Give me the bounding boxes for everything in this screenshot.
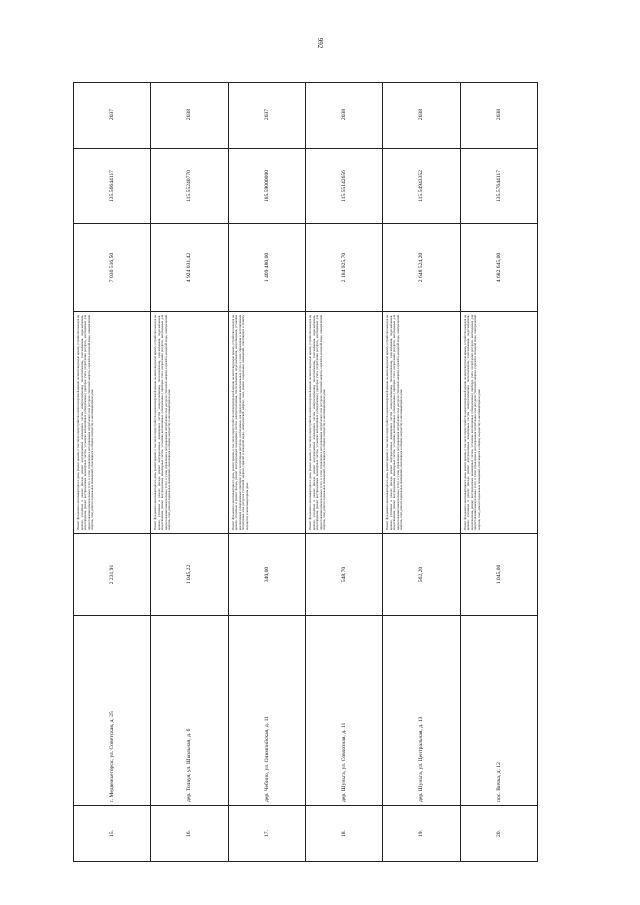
- code-cell: 115.55240770: [151, 148, 227, 223]
- table-row: [306, 83, 383, 861]
- address-cell: дер. Чебино, ул. Олимпийская, д. 11: [229, 615, 305, 805]
- table-row: [383, 83, 460, 861]
- code-cell: 115.54943352: [383, 148, 459, 223]
- year-cell: 2037: [109, 108, 116, 121]
- cost-cell: 7 030 516,50: [74, 223, 150, 311]
- table-container: [73, 82, 538, 862]
- address-cell: пос. Вичка, д. 12: [461, 615, 537, 805]
- address-cell: дер. Шуньга, ул. Совхозная, д. 11: [306, 615, 382, 805]
- address-cell: дер. Шуньга, ул. Центральная, д. 13: [383, 615, 459, 805]
- row-number: 18.: [306, 805, 382, 861]
- area-cell: 2 231,91: [74, 533, 150, 615]
- cost-cell: 2 648 524,20: [383, 223, 459, 311]
- works-cell: Ремонт фундамента многоквартирного дома, ремонт крыши, в том числе переустройство невентилируемой крыши на вентилируемую крышу, устройство выходов на кровлю, утепление и ремонт фасада, ремонт внутридомовых инженерных систем электроснабжения, теплоснабжения, водоснабжения, водоотведения, установка коллективных (общедомовых) приборов учета потребления ресурсов, необходимых для предоставления коммунальных услуг, и узлов управления и регулирования потребления этих ресурсов (тепловой энергии, горячей и холодной воды, электрической энергии, газа), ремонт подвальных помещений, относящихся к общему имуществу в многоквартирном доме: [229, 311, 305, 533]
- year-cell: 2038: [186, 108, 193, 121]
- area-cell: 562,20: [383, 533, 459, 615]
- cost-cell: 2 184 925,70: [306, 223, 382, 311]
- repair-program-table: [73, 82, 538, 862]
- row-number: 15.: [74, 805, 150, 861]
- address-cell: г. Медвежьегорск, ул. Советская, д. 25: [74, 615, 150, 805]
- year-cell: 2038: [495, 108, 502, 121]
- row-number: 20.: [461, 805, 537, 861]
- row-number: 16.: [151, 805, 227, 861]
- area-cell: 340,00: [229, 533, 305, 615]
- row-number: 19.: [383, 805, 459, 861]
- code-cell: 135.57644117: [461, 148, 537, 223]
- area-cell: 1 045,22: [151, 533, 227, 615]
- cost-cell: 1 409 480,00: [229, 223, 305, 311]
- table-row: [229, 83, 306, 861]
- year-cell: 2037: [263, 108, 270, 121]
- cost-cell: 4 924 031,42: [151, 223, 227, 311]
- code-cell: 185.59000000: [229, 148, 305, 223]
- code-cell: 115.55142656: [306, 148, 382, 223]
- works-cell: Ремонт фундамента многоквартирного дома, ремонт крыши, в том числе переустройство невентилируемой крыши на вентилируемую крышу, устройство выходов на кровлю, утепление и ремонт фасада, ремонт внутридомовых инженерных систем электроснабжения, теплоснабжения, газоснабжения, водоснабжения, водоотведения, ремонт внутридомовых инженерных систем, установка коллективных (общедомовых) приборов учета потребления ресурсов, необходимых для предоставления коммунальных услуг, и узлов управления и регулирования потребления этих ресурсов (тепловой энергии, горячей и холодной воды, электрической энергии, газа), ремонт подвальных помещений, относящихся к общему имуществу в многоквартирном доме: [306, 311, 382, 533]
- table-row: [74, 83, 151, 861]
- works-cell: Ремонт фундамента многоквартирного дома, ремонт крыши, в том числе переустройство невентилируемой крыши на вентилируемую крышу, устройство выходов на кровлю, утепление и ремонт фасада, ремонт внутридомовых инженерных систем электроснабжения, теплоснабжения, газоснабжения, водоснабжения, водоотведения, ремонт внутридомовых инженерных систем, установка коллективных (общедомовых) приборов учета потребления ресурсов, необходимых для предоставления коммунальных услуг, и узлов управления и регулирования потребления этих ресурсов (тепловой энергии, горячей и холодной воды, электрической энергии, газа), ремонт подвальных помещений, относящихся к общему имуществу в многоквартирном доме: [74, 311, 150, 533]
- area-cell: 548,70: [306, 533, 382, 615]
- address-cell: дер. Толвуя, ул. Школьная, д. 6: [151, 615, 227, 805]
- row-number: 17.: [229, 805, 305, 861]
- works-cell: Ремонт фундамента многоквартирного дома, ремонт крыши, в том числе переустройство невентилируемой крыши на вентилируемую крышу, устройство выходов на кровлю, утепление и ремонт фасада, ремонт внутридомовых инженерных систем электроснабжения, теплоснабжения, газоснабжения, водоснабжения, водоотведения, ремонт внутридомовых инженерных систем, установка коллективных (общедомовых) приборов учета потребления ресурсов, необходимых для предоставления коммунальных услуг, и узлов управления и регулирования потребления этих ресурсов (тепловой энергии, горячей и холодной воды, электрической энергии, газа), ремонт подвальных помещений, относящихся к общему имуществу в многоквартирном доме: [383, 311, 459, 533]
- code-cell: 135.56644117: [74, 148, 150, 223]
- works-cell: Ремонт фундамента многоквартирного дома, ремонт крыши, в том числе переустройство невентилируемой крыши на вентилируемую крышу, устройство выходов на кровлю, утепление и ремонт фасада, ремонт внутридомовых инженерных систем электроснабжения, теплоснабжения, газоснабжения, водоснабжения, водоотведения, ремонт внутридомовых инженерных систем, установка коллективных (общедомовых) приборов учета потребления ресурсов, необходимых для предоставления коммунальных услуг, и узлов управления и регулирования потребления этих ресурсов (тепловой энергии, горячей и холодной воды, электрической энергии, газа), ремонт подвальных помещений, относящихся к общему имуществу в многоквартирном доме: [151, 311, 227, 533]
- table-row: [151, 83, 228, 861]
- table-row: [461, 83, 537, 861]
- page-number: 992: [316, 37, 324, 49]
- area-cell: 1 045,00: [461, 533, 537, 615]
- cost-cell: 4 682 645,00: [461, 223, 537, 311]
- year-cell: 2038: [418, 108, 425, 121]
- year-cell: 2038: [341, 108, 348, 121]
- works-cell: Ремонт фундамента многоквартирного дома, ремонт крыши, в том числе переустройство невентилируемой крыши на вентилируемую крышу, устройство выходов на кровлю, утепление и ремонт фасада, ремонт внутридомовых инженерных систем электроснабжения, теплоснабжения, газоснабжения, водоснабжения, водоотведения, ремонт внутридомовых инженерных систем, установка коллективных (общедомовых) приборов учета потребления ресурсов, необходимых для предоставления коммунальных услуг, и узлов управления и регулирования потребления этих ресурсов (тепловой энергии, горячей и холодной воды, электрической энергии, газа), ремонт подвальных помещений, относящихся к общему имуществу в многоквартирном доме: [461, 311, 537, 533]
